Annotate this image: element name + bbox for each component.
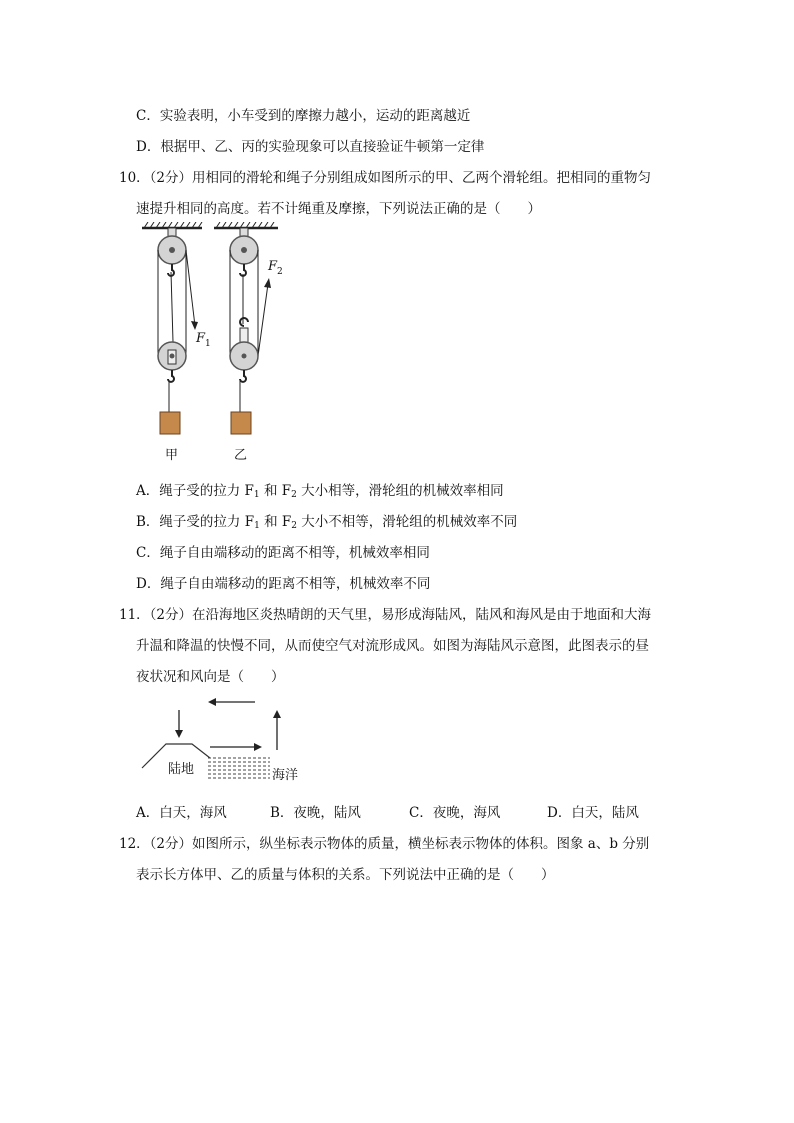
q10-stem-line2: 速提升相同的高度。若不计绳重及摩擦，下列说法正确的是（ ） — [136, 201, 541, 217]
land-label: 陆地 — [168, 762, 195, 777]
jia-weight — [160, 412, 180, 434]
f1-subscript: 1 — [205, 339, 211, 349]
q11-stem-line3: 夜状况和风向是（ ） — [136, 669, 285, 685]
q10-option-a-sub1: 1 — [253, 490, 260, 500]
f2-label — [267, 259, 283, 277]
q10-option-a — [136, 479, 504, 500]
sea-label: 海洋 — [272, 768, 299, 783]
bottom-right-arrow — [210, 743, 262, 751]
q11-option-a: A．白天，海风 — [136, 805, 227, 821]
q11-stem-line2: 升温和降温的快慢不同，从而使空气对流形成风。如图为海陆风示意图，此图表示的昼 — [136, 638, 649, 654]
q10-option-b-pre: B．绳子受的拉力 F — [136, 514, 255, 530]
ceiling-left — [142, 222, 202, 228]
top-left-arrow — [208, 698, 255, 706]
f2-subscript: 2 — [277, 267, 283, 277]
yi-weight — [231, 412, 251, 434]
q9-option-c: C．实验表明，小车受到的摩擦力越小，运动的距离越近 — [136, 108, 471, 124]
f2-letter: F — [268, 259, 278, 274]
q12-stem-line2: 表示长方体甲、乙的质量与体积的关系。下列说法中正确的是（ ） — [136, 867, 555, 883]
q10-option-b-sub1: 1 — [254, 521, 260, 531]
q10-stem-line1: 10．（2分）用相同的滑轮和绳子分别组成如图所示的甲、乙两个滑轮组。把相同的重物匀 — [119, 170, 652, 186]
q10-option-b-sub2: 2 — [291, 521, 298, 531]
sea-waves — [208, 758, 270, 778]
figure-label-jia: 甲 — [165, 448, 179, 463]
q10-option-b-post: 大小不相等，滑轮组的机械效率不同 — [297, 514, 518, 530]
q10-option-a-sub2: 2 — [291, 490, 297, 500]
f1-label — [195, 331, 211, 349]
q9-option-d: D．根据甲、乙、丙的实验现象可以直接验证牛顿第一定律 — [136, 139, 485, 155]
q10-option-b-mid: 和 F — [259, 514, 292, 530]
jia-fixed-pulley — [158, 228, 186, 276]
f2-arrow — [264, 278, 271, 288]
f1-arrow — [191, 321, 198, 330]
up-arrow — [273, 710, 281, 750]
q10-option-c: C．绳子自由端移动的距离不相等，机械效率相同 — [136, 545, 430, 561]
yi-fixed-pulley — [230, 228, 258, 276]
q10-option-a-pre: A．绳子受的拉力 F — [136, 483, 254, 499]
q10-option-d: D．绳子自由端移动的距离不相等，机械效率不同 — [136, 576, 431, 592]
pulley-figure — [140, 222, 300, 470]
q10-option-a-mid: 和 F — [259, 483, 292, 499]
figure-label-yi: 乙 — [234, 448, 248, 463]
f1-letter: F — [196, 331, 206, 346]
ceiling-right — [214, 222, 278, 228]
q10-option-a-post: 大小相等，滑轮组的机械效率相同 — [296, 483, 504, 499]
yi-movable-pulley — [230, 318, 258, 382]
q11-option-c: C．夜晚，海风 — [409, 805, 501, 821]
q10-option-b — [136, 510, 517, 531]
q11-option-b: B．夜晚，陆风 — [270, 805, 361, 821]
down-arrow — [175, 710, 183, 738]
q11-stem-line1: 11．（2分）在沿海地区炎热晴朗的天气里，易形成海陆风，陆风和海风是由于地面和大海 — [119, 607, 652, 623]
q12-stem-line1: 12．（2分）如图所示，纵坐标表示物体的质量，横坐标表示物体的体积。图象 a、b 分别 — [119, 836, 650, 852]
jia-movable-pulley — [158, 342, 186, 382]
q11-option-d: D．白天，陆风 — [547, 805, 639, 821]
